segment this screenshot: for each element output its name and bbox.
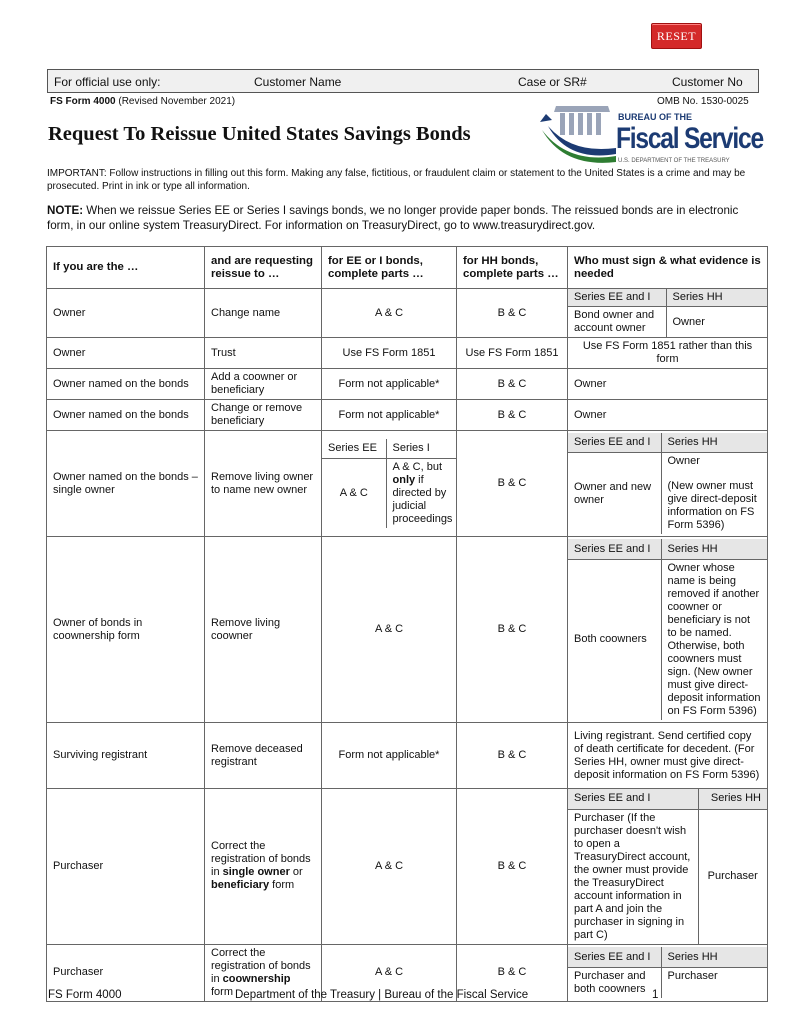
sign-hh: Purchaser (698, 809, 767, 944)
sign-hh-owner: Owner (667, 455, 700, 468)
row-ee-i-parts: Form not applicable* (322, 369, 457, 400)
req-form: form (269, 879, 295, 892)
row-request: Change name (205, 289, 322, 338)
row-sign (568, 289, 768, 338)
table-row (47, 369, 768, 400)
official-use-label: For official use only: (54, 75, 161, 89)
series-i-condition: if directed by judicial proceedings (392, 474, 453, 526)
row-hh-parts: B & C (457, 723, 568, 789)
sign-hh-note: (New owner must give direct-deposit information on FS Form 5396) (667, 480, 757, 532)
form-revised: (Revised November 2021) (118, 96, 236, 107)
row-sign: Living registrant. Send certified copy of death certificate for decedent. (For Series HH, owner must give direct-deposit information on FS Form 5396) (568, 723, 768, 789)
row-request: Add a coowner or beneficiary (205, 369, 322, 400)
series-i-only: only (392, 474, 416, 487)
row-ee-i-parts: Form not applicable* (322, 400, 457, 431)
row-who: Owner named on the bonds – single owner (47, 431, 205, 537)
row-ee-i-parts: A & C (322, 789, 457, 945)
reset-button[interactable]: RESET (651, 23, 702, 49)
series-ee-i-label: Series EE and I (568, 947, 661, 967)
table-row (47, 338, 768, 369)
req-text: Correct the registration of bonds in (211, 840, 311, 879)
header-who: If you are the … (47, 247, 205, 289)
table-row (47, 431, 768, 537)
series-ee-label: Series EE (322, 439, 386, 459)
header-sign: Who must sign & what evidence is needed (568, 247, 768, 289)
treasury-building-icon (538, 104, 618, 166)
table-header-row (47, 247, 768, 289)
series-hh-label: Series HH (666, 289, 767, 307)
table-row (47, 537, 768, 723)
omb-number: OMB No. 1530-0025 (657, 96, 749, 107)
sign-hh (661, 453, 767, 535)
customer-name-field[interactable]: Customer Name (254, 75, 342, 89)
sign-hh: Owner (666, 307, 767, 338)
sign-ee-i: Purchaser (If the purchaser doesn't wish to open a TreasuryDirect account, the owner must provide the TreasuryDirect account information in part A and join the purchaser in signing in part C) (574, 811, 691, 941)
row-hh-parts: Use FS Form 1851 (457, 338, 568, 369)
page-title: Request To Reissue United States Savings Bonds (48, 123, 471, 145)
note-text: When we reissue Series EE or Series I savings bonds, we no longer provide paper bonds. The reissued bonds are in electronic form, in our online system TreasuryDirect. For information on TreasuryDirect, go to www.treasurydirect.gov. (47, 204, 739, 232)
sign-ee-i: Purchaser and both coowners (574, 969, 646, 995)
header-ee-i: for EE or I bonds, complete parts … (322, 247, 457, 289)
row-ee-i-parts: A & C (322, 537, 457, 723)
footer-form-name: FS Form 4000 (48, 989, 122, 1001)
note-paragraph (47, 203, 763, 233)
footer-page-number: 1 (652, 989, 659, 1001)
row-who: Owner named on the bonds (47, 400, 205, 431)
row-who: Owner (47, 338, 205, 369)
sign-ee-i: Owner and new owner (574, 480, 652, 506)
row-ee-i-parts: Use FS Form 1851 (322, 338, 457, 369)
series-ee-i-label: Series EE and I (568, 539, 661, 559)
row-hh-parts: B & C (457, 789, 568, 945)
important-notice: IMPORTANT: Follow instructions in filling out this form. Making any false, fictitious, or fraudulent claim or statement to the United States is a crime and may be prosecuted. Print in ink or type all information. (47, 168, 746, 192)
series-hh-label: Series HH (661, 947, 767, 967)
row-sign: Owner (568, 400, 768, 431)
req-single-owner: single owner (222, 866, 290, 879)
sign-ee-i: Bond owner and account owner (574, 309, 655, 334)
row-ee-i-parts: Form not applicable* (322, 723, 457, 789)
series-ee-i-label: Series EE and I (568, 789, 698, 809)
row-sign: Owner (568, 369, 768, 400)
row-hh-parts: B & C (457, 431, 568, 537)
req-beneficiary: beneficiary (211, 879, 270, 892)
note-label: NOTE: (47, 204, 84, 217)
row-sign (568, 537, 768, 723)
form-id (50, 96, 235, 107)
table-row (47, 289, 768, 338)
row-who: Owner named on the bonds (47, 369, 205, 400)
row-hh-parts: B & C (457, 400, 568, 431)
case-sr-field[interactable]: Case or SR# (518, 75, 587, 89)
sign-hh: Purchaser (661, 967, 767, 998)
table-row (47, 789, 768, 945)
logo-line2: Fiscal Service (616, 122, 763, 155)
footer-department: Department of the Treasury | Bureau of the Fiscal Service (235, 989, 529, 1001)
row-ee-i-parts (322, 431, 457, 537)
series-ee-i-label: Series EE and I (568, 433, 661, 453)
row-request: Trust (205, 338, 322, 369)
series-ee-i-label: Series EE and I (568, 289, 666, 307)
logo-line3: U.S. DEPARTMENT OF THE TREASURY (618, 158, 730, 164)
reissue-table (46, 246, 768, 1002)
row-request (205, 789, 322, 945)
row-who: Surviving registrant (47, 723, 205, 789)
row-hh-parts: B & C (457, 369, 568, 400)
req-text: Correct the registration of bonds in (211, 946, 311, 985)
logo-line1: BUREAU OF THE (618, 112, 692, 122)
row-who: Purchaser (47, 789, 205, 945)
fiscal-service-logo (538, 104, 763, 168)
series-i-label: Series I (386, 439, 456, 459)
series-hh-label: Series HH (698, 789, 767, 809)
row-who: Owner (47, 289, 205, 338)
customer-no-field[interactable]: Customer No (672, 75, 743, 89)
sign-ee-i: Both coowners (574, 633, 647, 646)
row-hh-parts: B & C (457, 289, 568, 338)
row-request: Remove deceased registrant (205, 723, 322, 789)
row-ee-i-parts: A & C (322, 944, 457, 1001)
series-i-text: A & C, but (392, 461, 443, 474)
series-i-parts (386, 459, 456, 529)
row-hh-parts: B & C (457, 537, 568, 723)
req-or: or (289, 866, 303, 879)
table-row (47, 723, 768, 789)
req-form: form (211, 985, 233, 998)
row-who: Owner of bonds in coownership form (47, 537, 205, 723)
row-ee-i-parts: A & C (322, 289, 457, 338)
series-hh-label: Series HH (661, 433, 767, 453)
req-coownership: coownership (222, 972, 291, 985)
table-row (47, 400, 768, 431)
row-sign (568, 944, 768, 1001)
row-who: Purchaser (47, 944, 205, 1001)
row-request: Change or remove beneficiary (205, 400, 322, 431)
header-requesting: and are requesting reissue to … (205, 247, 322, 289)
row-sign (568, 431, 768, 537)
official-use-bar (47, 69, 759, 93)
row-sign (568, 789, 768, 945)
row-request: Remove living coowner (205, 537, 322, 723)
row-sign: Use FS Form 1851 rather than this form (568, 338, 768, 369)
form-name: FS Form 4000 (50, 96, 116, 107)
row-hh-parts: B & C (457, 944, 568, 1001)
series-ee-parts: A & C (339, 487, 368, 500)
header-hh: for HH bonds, complete parts … (457, 247, 568, 289)
row-request: Remove living owner to name new owner (205, 431, 322, 537)
series-hh-label: Series HH (661, 539, 767, 559)
sign-hh: Owner whose name is being removed if another coowner or beneficiary is not to be named. Otherwise, both coowners must sign. (New owner must give direct-deposit information on FS Form 5396) (661, 559, 767, 720)
